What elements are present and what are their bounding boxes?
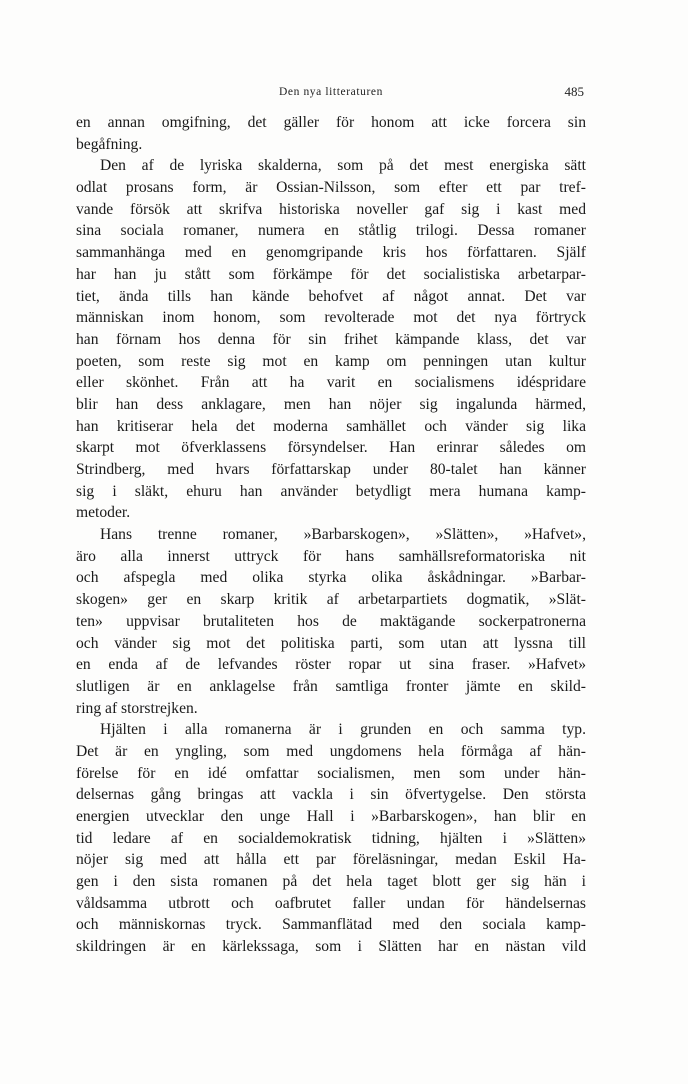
text-line: skarpt mot öfverklassens försyndelser. Han erinrar således om	[76, 439, 586, 457]
text-line: äro alla innerst uttryck för hans samhällsreformatoriska nit	[76, 547, 586, 565]
text-line: vande försök att skrifva historiska noveller gaf sig i kast med	[76, 200, 586, 218]
text-line: och vänder sig mot det politiska parti, som utan att lyssna till	[76, 634, 586, 652]
text-line: en enda af de lefvandes röster ropar ut sina fraser. »Hafvet»	[76, 656, 586, 674]
running-header	[76, 86, 586, 102]
body-text	[76, 112, 586, 958]
text-line: poeten, som reste sig mot en kamp om penningen utan kultur	[76, 352, 586, 370]
text-line: Det är en yngling, som med ungdomens hela förmåga af hän-	[76, 742, 586, 760]
text-line: och människornas tryck. Sammanflätad med den sociala kamp-	[76, 916, 586, 934]
text-line: gen i den sista romanen på det hela taget blott ger sig hän i	[76, 873, 586, 891]
text-line: slutligen är en anklagelse från samtliga fronter jämte en skild-	[76, 677, 586, 695]
text-line: förelse för en idé omfattar socialismen, men som under hän-	[76, 764, 586, 782]
text-line: tid ledare af en socialdemokratisk tidning, hjälten i »Slätten»	[76, 829, 586, 847]
text-line: sammanhänga med en genomgripande kris hos författaren. Själf	[76, 244, 586, 262]
text-line: människan inom honom, som revolterade mot det nya förtryck	[76, 309, 586, 327]
text-line: Den af de lyriska skalderna, som på det mest energiska sätt	[100, 157, 586, 175]
text-line: sig i släkt, ehuru han använder betydligt mera humana kamp-	[76, 482, 586, 500]
text-line: ten» uppvisar brutaliteten hos de maktägande sockerpatronerna	[76, 612, 586, 630]
text-line: en annan omgifning, det gäller för honom att icke forcera sin	[76, 114, 586, 131]
text-line: energien utvecklar den unge Hall i »Barbarskogen», han blir en	[76, 808, 586, 825]
text-line: delsernas gång bringas att vackla i sin öfvertygelse. Den största	[76, 786, 586, 804]
text-line: han kritiserar hela det moderna samhället och vänder sig lika	[76, 417, 586, 435]
text-line: tiet, ända tills han kände behofvet af något annat. Det var	[76, 287, 586, 305]
text-line: Hans trenne romaner, »Barbarskogen», »Slätten», »Hafvet»,	[100, 526, 586, 544]
text-line: skildringen är en kärlekssaga, som i Slätten har en nästan vild	[76, 938, 586, 956]
text-line: eller skönhet. Från att ha varit en socialismens idéspridare	[76, 374, 586, 392]
running-title: Den nya litteraturen	[279, 86, 383, 98]
text-line: odlat prosans form, är Ossian-Nilsson, som efter ett par tref-	[76, 179, 586, 197]
text-line: våldsamma utbrott och oafbrutet faller undan för händelsernas	[76, 894, 586, 912]
text-line: och afspegla med olika styrka olika åskådningar. »Barbar-	[76, 569, 586, 587]
text-line: Hjälten i alla romanerna är i grunden en och samma typ.	[100, 721, 586, 739]
text-line: ring af storstrejken.	[76, 699, 198, 717]
text-line: begåfning.	[76, 135, 143, 153]
text-line: sina sociala romaner, numera en ståtlig trilogi. Dessa romaner	[76, 222, 586, 240]
text-line: nöjer sig med att hålla ett par föreläsningar, medan Eskil Ha-	[76, 851, 586, 869]
text-line: blir han dess anklagare, men han nöjer sig ingalunda härmed,	[76, 395, 586, 413]
page-number: 485	[564, 84, 584, 99]
text-line: har han ju stått som förkämpe för det socialistiska arbetarpar-	[76, 265, 586, 283]
text-line: metoder.	[76, 504, 131, 522]
text-line: Strindberg, med hvars författarskap under 80-talet han känner	[76, 461, 586, 478]
text-line: skogen» ger en skarp kritik af arbetarpartiets dogmatik, »Slät-	[76, 591, 586, 609]
text-line: han förnam hos denna för sin frihet kämpande klass, det var	[76, 330, 586, 348]
